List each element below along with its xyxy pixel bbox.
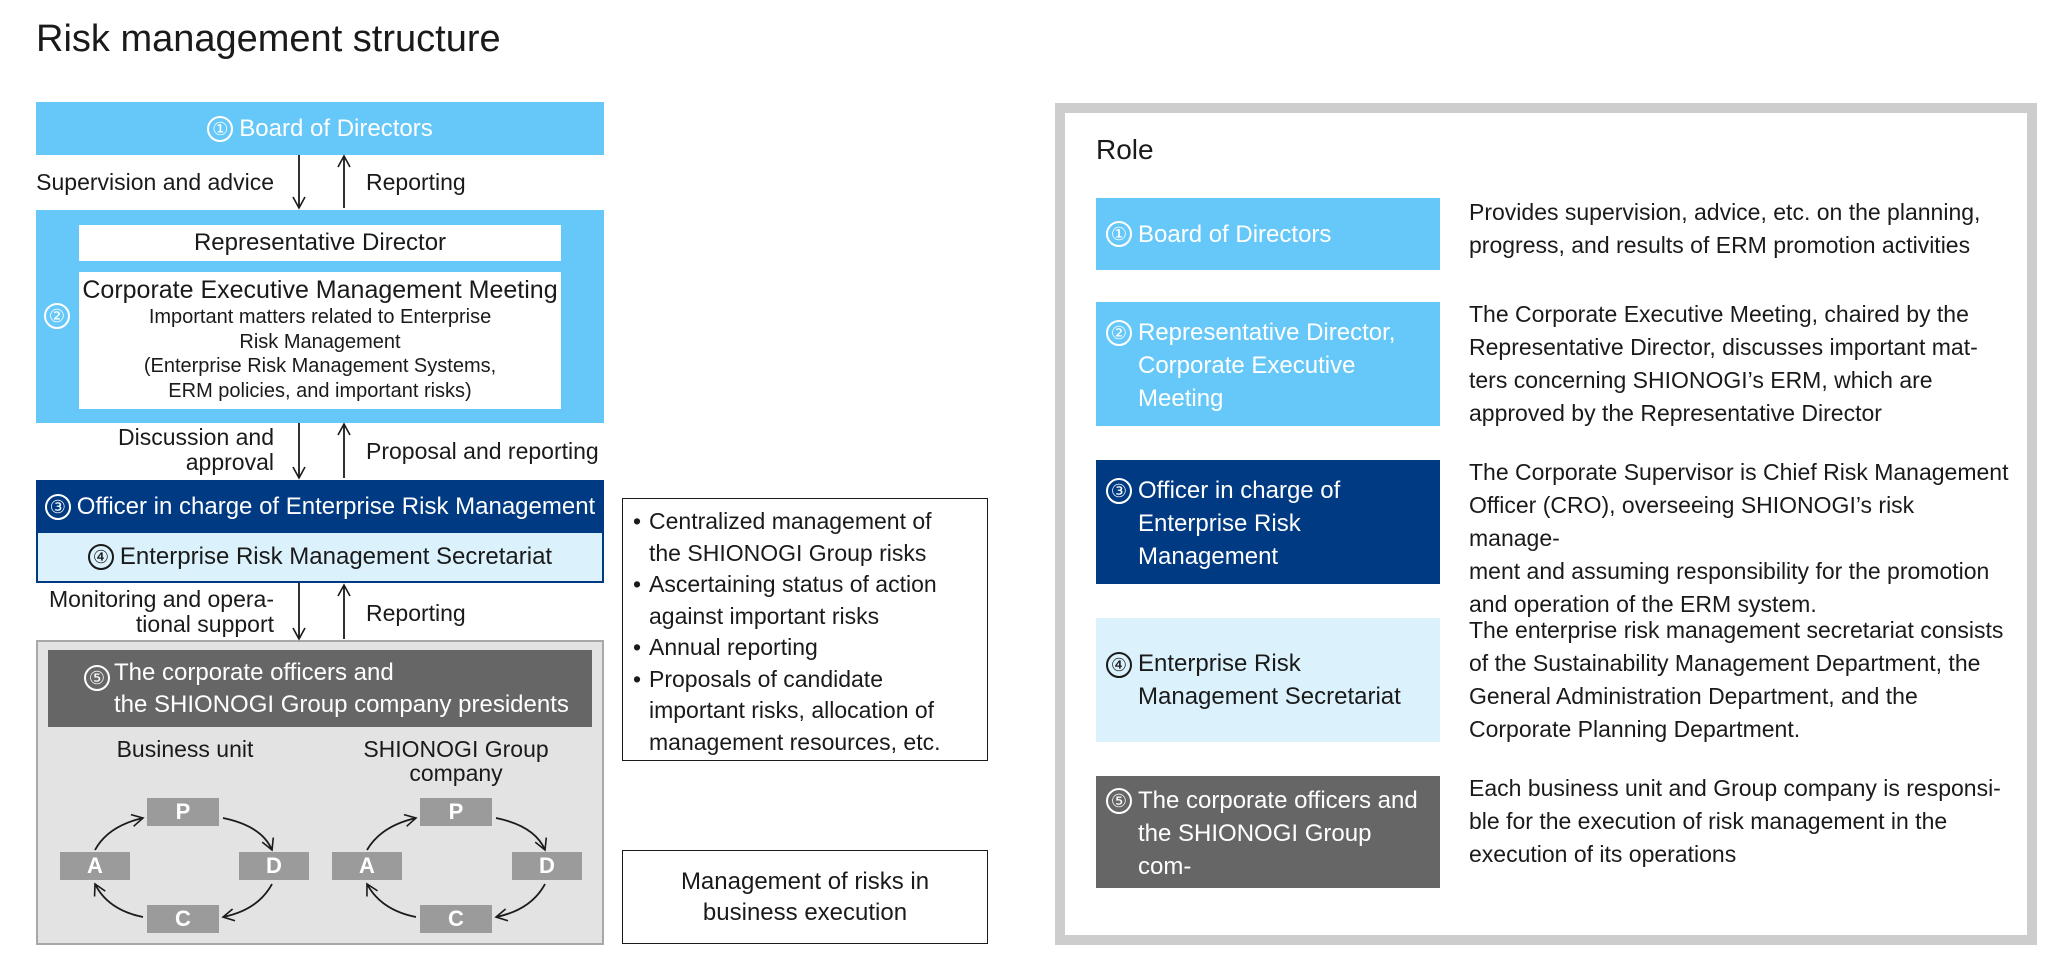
discussion-line: approval [185, 449, 274, 475]
duty-line: management resources, etc. [649, 728, 941, 755]
cycle-arrow [223, 884, 272, 917]
execution-line: Management of risks in [680, 868, 930, 895]
monitoring-line: tional support [135, 611, 274, 637]
circled-number: ② [44, 303, 70, 329]
role-desc-line: ters concerning SHIONOGI’s ERM, which are [1469, 367, 1933, 393]
cycle-plan-box: P [147, 798, 219, 826]
group-company-line: company [409, 760, 503, 786]
duty-line: against important risks [649, 602, 880, 629]
role-desc-line: Officer (CRO), overseeing SHIONOGI’s risk manage- [1469, 492, 1915, 551]
role-label-officer [1096, 460, 1440, 584]
reporting-label-1: Reporting [366, 169, 466, 195]
role-title: Role [1096, 134, 1154, 165]
cycle-do-box: D [239, 852, 309, 880]
representative-director-box: Representative Director [79, 225, 561, 261]
circled-number: ④ [88, 544, 114, 570]
role-desc-line: General Administration Department, and the [1469, 683, 1918, 709]
officer-label: Officer in charge of Enterprise Risk Management [76, 492, 596, 520]
role-desc-line: Representative Director, discusses important mat- [1469, 334, 1978, 360]
duty-line: important risks, allocation of [649, 697, 935, 723]
duty-line: Annual reporting [649, 634, 818, 660]
role-label-line: Enterprise Risk [1138, 510, 1301, 537]
circled-number: ③ [45, 494, 71, 520]
role-label-line: Enterprise Risk [1138, 650, 1301, 677]
role-desc-officer [1469, 456, 2009, 621]
secretariat-label: Enterprise Risk Management Secretariat [119, 543, 553, 570]
cycle-check-box: C [420, 905, 492, 933]
role-desc-line: approved by the Representative Director [1469, 400, 1882, 426]
circled-number: ③ [1106, 478, 1132, 504]
meeting-line: Important matters related to Enterprise [148, 306, 492, 328]
role-label-line: Meeting [1138, 385, 1224, 412]
presidents-line: the SHIONOGI Group company presidents [114, 691, 569, 718]
duty-item: • Proposals of candidate important risks, allocation of management resources, etc. [633, 664, 977, 759]
cycle-arrow [95, 818, 143, 850]
role-desc-line: ment and assuming responsibility for the promotion [1469, 558, 1990, 584]
duty-item: • Ascertaining status of action against important risks [633, 569, 977, 632]
role-desc-line: Provides supervision, advice, etc. on the planning, [1469, 199, 1981, 225]
role-desc-line: Each business unit and Group company is responsi- [1469, 775, 2001, 801]
meeting-line: ERM policies, and important risks) [168, 379, 472, 402]
discussion-line: Discussion and [118, 424, 274, 450]
role-desc-line: progress, and results of ERM promotion activities [1469, 232, 1971, 258]
role-desc-line: and operation of the ERM system. [1469, 591, 1817, 617]
cycle-do-box: D [512, 852, 582, 880]
role-label-line: pany presidents [1138, 886, 1308, 913]
duty-line: the SHIONOGI Group risks [649, 539, 927, 566]
role-desc-board [1469, 196, 2009, 262]
role-label-executive [1096, 302, 1440, 426]
role-desc-presidents [1469, 772, 2009, 871]
role-label-line: Corporate Executive [1138, 352, 1356, 379]
supervision-label: Supervision and advice [36, 169, 274, 195]
duty-item: • Centralized management of the SHIONOGI Group risks [633, 506, 977, 569]
presidents-line: The corporate officers and [114, 659, 394, 686]
business-unit-label: Business unit [116, 736, 254, 762]
role-label-line: Board of Directors [1138, 220, 1332, 248]
role-desc-line: Corporate Planning Department. [1469, 716, 1801, 742]
cycle-arrow [367, 884, 416, 917]
circled-number: ④ [1106, 652, 1132, 678]
execution-line: business execution [702, 899, 908, 926]
circled-number: ① [207, 116, 233, 142]
meeting-line: Risk Management [239, 330, 401, 353]
duty-item: • Annual reporting [633, 632, 977, 664]
duty-line: Ascertaining status of action [649, 571, 937, 597]
page-title: Risk management structure [36, 18, 501, 60]
circled-number: ② [1106, 320, 1132, 346]
role-label-line: Representative Director, [1138, 319, 1396, 346]
cycle-arrow [223, 818, 272, 850]
role-label-secretariat [1096, 618, 1440, 742]
role-label-line: the SHIONOGI Group com- [1138, 820, 1372, 880]
role-label-line: The corporate officers and [1138, 787, 1418, 814]
monitoring-line: Monitoring and opera- [48, 586, 274, 612]
role-desc-line: The enterprise risk management secretariat consists [1469, 617, 2004, 643]
role-label-line: Officer in charge of [1138, 477, 1341, 504]
duty-line: Proposals of candidate [649, 665, 883, 692]
role-label-line: Management [1138, 543, 1279, 570]
proposal-label: Proposal and reporting [366, 438, 599, 464]
cycle-act-box: A [332, 852, 402, 880]
meeting-line: (Enterprise Risk Management Systems, [143, 355, 497, 377]
group-company-line: SHIONOGI Group [363, 736, 549, 762]
circled-number: ① [1106, 221, 1132, 247]
cycle-arrow [95, 884, 143, 917]
duty-line: Centralized management of [649, 508, 932, 534]
cycle-arrow [496, 818, 545, 850]
role-desc-line: ble for the execution of risk management in the [1469, 808, 1948, 834]
role-label-board [1096, 198, 1440, 270]
reporting-label-2: Reporting [366, 600, 466, 626]
circled-number: ⑤ [84, 665, 110, 691]
role-desc-line: The Corporate Supervisor is Chief Risk Management [1469, 459, 2009, 485]
role-desc-line: The Corporate Executive Meeting, chaired by the [1469, 301, 1969, 327]
cycle-act-box: A [60, 852, 130, 880]
role-label-presidents [1096, 776, 1440, 913]
role-desc-line: execution of its operations [1469, 841, 1737, 867]
cycle-arrow [367, 818, 416, 850]
cycle-arrow [496, 884, 545, 917]
meeting-title: Corporate Executive Management Meeting [82, 276, 558, 304]
role-label-line: Management Secretariat [1138, 683, 1401, 710]
cycle-plan-box: P [420, 798, 492, 826]
circled-number: ⑤ [1106, 788, 1132, 814]
role-desc-executive [1469, 298, 2009, 430]
role-desc-line: of the Sustainability Management Department, the [1469, 650, 1981, 676]
cycle-check-box: C [147, 905, 219, 933]
role-desc-secretariat [1469, 614, 2009, 746]
board-label: Board of Directors [239, 114, 433, 142]
